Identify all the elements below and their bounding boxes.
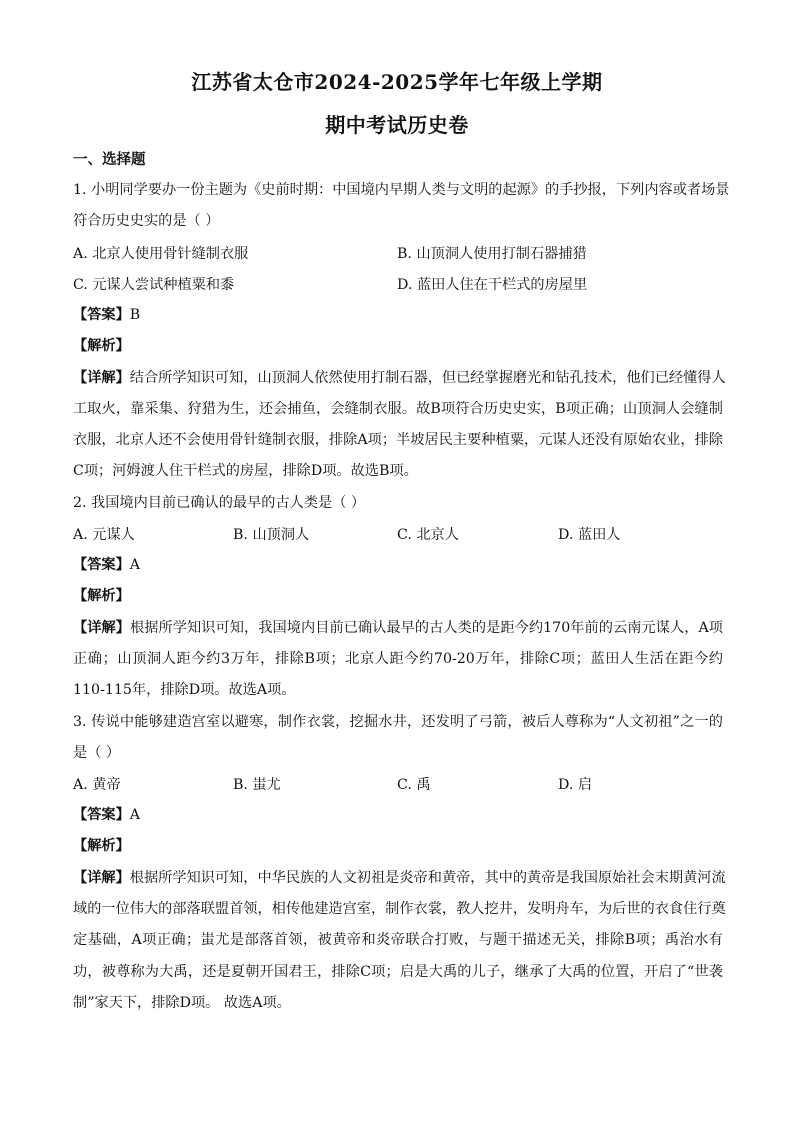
detail-label: 【详解】 (73, 620, 130, 636)
document-title: 江苏省太仓市2024-2025学年七年级上学期 (191, 70, 603, 94)
question-3-option-a: A. 黄帝 (73, 777, 121, 793)
question-1-detail-line-4: C项；河姆渡人住干栏式的房屋，排除D项。故选B项。 (73, 463, 418, 479)
question-3-option-d: D. 启 (558, 777, 593, 793)
question-3-option-c: C. 禹 (397, 777, 431, 793)
answer-value: A (129, 557, 141, 573)
question-1-detail-line-3: 衣服，北京人还不会使用骨针缝制衣服，排除A项；半坡居民主要种植粟，元谋人还没有原始农业，排除 (73, 432, 723, 448)
detail-label: 【详解】 (73, 870, 130, 886)
question-3-analysis-label: 【解析】 (73, 838, 130, 854)
question-2-option-b: B. 山顶洞人 (233, 527, 310, 543)
question-3-answer (73, 805, 723, 825)
detail-text: 根据所学知识可知，中华民族的人文初祖是炎帝和黄帝，其中的黄帝是我国原始社会末期黄河流 (129, 870, 726, 886)
question-1-detail-line-1 (73, 368, 726, 388)
question-3-stem-line-1: 3. 传说中能够建造宫室以避寒，制作衣裳，挖掘水井，还发明了弓箭，被后人尊称为“人文初祖”之一的 (73, 714, 723, 730)
question-1-option-c: C. 元谋人尝试种植粟和黍 (73, 277, 235, 293)
detail-text: 结合所学知识可知，山顶洞人依然使用打制石器，但已经掌握磨光和钻孔技术，他们已经懂得人 (129, 370, 726, 386)
question-2-detail-line-2: 正确；山顶洞人距今约3万年，排除B项；北京人距今约70-20万年，排除C项；蓝田人生活在距今约 (73, 651, 723, 667)
question-1-option-d: D. 蓝田人住在干栏式的房屋里 (397, 277, 588, 293)
document-subtitle: 期中考试历史卷 (325, 113, 469, 137)
question-3-detail-line-4: 功，被尊称为大禹，还是夏朝开国君王，排除C项；启是大禹的儿子，继承了大禹的位置，开启了“世袭 (73, 964, 723, 980)
detail-label: 【详解】 (73, 370, 130, 386)
question-1-stem-line-2: 符合历史史实的是（ ） (73, 213, 220, 229)
question-2-detail-line-1 (73, 618, 723, 638)
answer-label: 【答案】 (73, 307, 130, 323)
answer-label: 【答案】 (73, 807, 130, 823)
answer-value: A (129, 807, 141, 823)
question-2-analysis-label: 【解析】 (73, 588, 130, 604)
question-2-option-d: D. 蓝田人 (558, 527, 621, 543)
section-heading: 一、选择题 (73, 151, 146, 168)
answer-label: 【答案】 (73, 557, 130, 573)
question-3-detail-line-2: 域的一位伟大的部落联盟首领，相传他建造宫室，制作衣裳，教人挖井，发明舟车，为后世的衣食住行奠 (73, 901, 726, 917)
question-3-detail-line-5: 制”家天下，排除D项。 故选A项。 (73, 995, 291, 1011)
question-3-option-b: B. 蚩尤 (233, 777, 281, 793)
question-1-analysis-label: 【解析】 (73, 338, 130, 354)
question-1-stem-line-1: 1. 小明同学要办一份主题为《史前时期：中国境内早期人类与文明的起源》的手抄报，下列内容或者场景 (73, 182, 730, 198)
question-3-detail-line-3: 定基础，A项正确；蚩尤是部落首领，被黄帝和炎帝联合打败，与题干描述无关，排除B项；禹治水有 (73, 932, 723, 948)
question-2-answer (73, 555, 723, 575)
question-3-stem-line-2: 是（ ） (73, 745, 121, 761)
question-1-option-b: B. 山顶洞人使用打制石器捕猎 (397, 246, 587, 262)
question-2-option-a: A. 元谋人 (73, 527, 135, 543)
answer-value: B (129, 307, 141, 323)
question-1-answer (73, 305, 723, 325)
question-2-detail-line-3: 110-115年，排除D项。故选A项。 (73, 682, 296, 698)
question-1-detail-line-2: 工取火，靠采集、狩猎为生，还会捕鱼，会缝制衣服。故B项符合历史史实，B项正确；山顶洞人会缝制 (73, 401, 723, 417)
question-1-option-a: A. 北京人使用骨针缝制衣服 (73, 246, 249, 262)
question-3-detail-line-1 (73, 868, 726, 888)
question-2-option-c: C. 北京人 (397, 527, 459, 543)
question-2-stem-line-1: 2. 我国境内目前已确认的最早的古人类是（ ） (73, 495, 366, 511)
detail-text: 根据所学知识可知，我国境内目前已确认最早的古人类的是距今约170年前的云南元谋人，A项 (130, 620, 723, 636)
